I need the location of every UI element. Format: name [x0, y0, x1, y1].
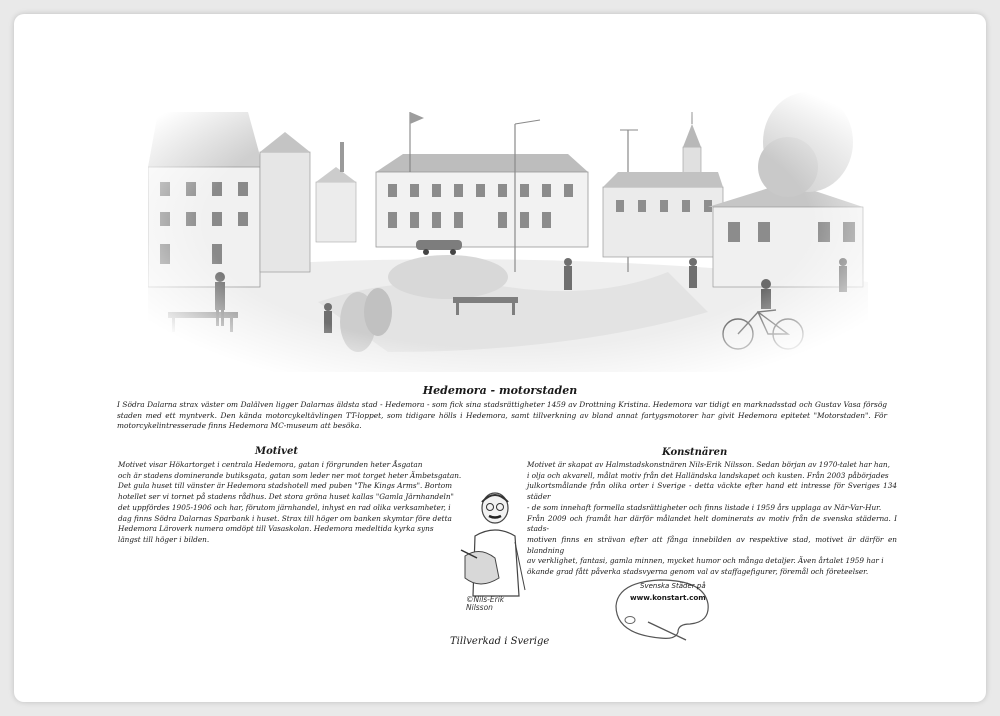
konstnaren-line: - de som innehaft formella stadsrättigheter och finns listade i 1959 års upplaga av När-Var-Hur.	[527, 502, 882, 512]
konstnaren-heading: Konstnären	[662, 447, 728, 458]
artist-signature	[466, 596, 504, 612]
motivet-line: det uppfördes 1905-1906 och har, förutom järnhandel, inhyst en rad olika verksamheter, i	[118, 502, 451, 512]
signature-line: ©Nils-Erik	[466, 595, 505, 604]
motivet-line: hotellet ser vi tornet på stadens rådhus. Det stora gröna huset kallas "Gamla Järnhandeln"	[118, 492, 454, 502]
konstnaren-line: ökande grad fått påverka stadsvyerna genom val av staffagefigurer, föremål och företeelser.	[527, 567, 869, 577]
logo-text: Svenska Städer på	[640, 582, 706, 590]
town-square-illustration	[148, 72, 868, 372]
konstnaren-line: Motivet är skapat av Halmstadskonstnären Nils-Erik Nilsson. Sedan början av 1970-talet har han,	[527, 460, 890, 469]
motivet-line: Motivet visar Hökartorget i centrala Hedemora, gatan i förgrunden heter Åsgatan	[118, 460, 423, 469]
konstnaren-line: julkortsmålande från olika orter i Sverige - detta väckte efter hand ett intresse för Sveriges 134 städer	[527, 481, 897, 502]
motivet-heading: Motivet	[255, 446, 298, 457]
konstnaren-line: Från 2009 och framåt har därför målandet helt dominerats av motiv från de svenska städerna. I stads-	[527, 513, 897, 534]
made-in-label: Tillverkad i Sverige	[450, 636, 550, 647]
motivet-line: och är stadens dominerande butiksgata, gatan som leder ner mot torget heter Ämbetsgatan.	[118, 470, 462, 480]
motivet-text	[118, 460, 473, 546]
motivet-line: Hedemora Läroverk numera omdöpt till Vasaskolan. Hedemora medeltida kyrka syns	[118, 524, 434, 534]
intro-paragraph: I Södra Dalarna strax väster om Dalälven ligger Dalarnas äldsta stad - Hedemora - som fick sina stadsrättigheter 1459 av Drottning Kristina. Hedemora var tidigt en marknadsstad och Gustav Vasa försög staden med ett myntverk. Den kända motorcykeltävlingen TT-loppet, som tidigare hölls i Hedemora, samt tillverkning av bland annat fartygsmotorer har givit Hedemora epitetet "Motorstaden". För motorcykelintresserade finns Hedemora MC-museum att besöka.	[117, 400, 887, 431]
konstnaren-line: av verklighet, fantasi, gamla minnen, mycket humor och många detaljer. Även årtalet 1959 har i	[527, 556, 884, 566]
konstnaren-line: motiven finns en strävan efter att fånga innebilden av respektive stad, motivet är därför en blandning	[527, 534, 897, 555]
page-title: Hedemora - motorstaden	[422, 384, 578, 397]
motivet-line: dag finns Södra Dalarnas Sparbank i huset. Strax till höger om banken skymtar före detta	[118, 513, 452, 523]
logo-url[interactable]: www.konstart.com	[630, 593, 706, 602]
motivet-line: längst till höger i bilden.	[118, 534, 210, 544]
konstnaren-line: i olja och akvarell, målat motiv från det Halländska landskapet och kusten. Från 2003 påbörjades	[527, 470, 889, 480]
signature-line: Nilsson	[466, 603, 493, 612]
motivet-line: Det gula huset till vänster är Hedemora stadshotell med puben "The Kings Arms". Bortom	[118, 481, 453, 491]
konstnaren-text	[527, 460, 897, 578]
